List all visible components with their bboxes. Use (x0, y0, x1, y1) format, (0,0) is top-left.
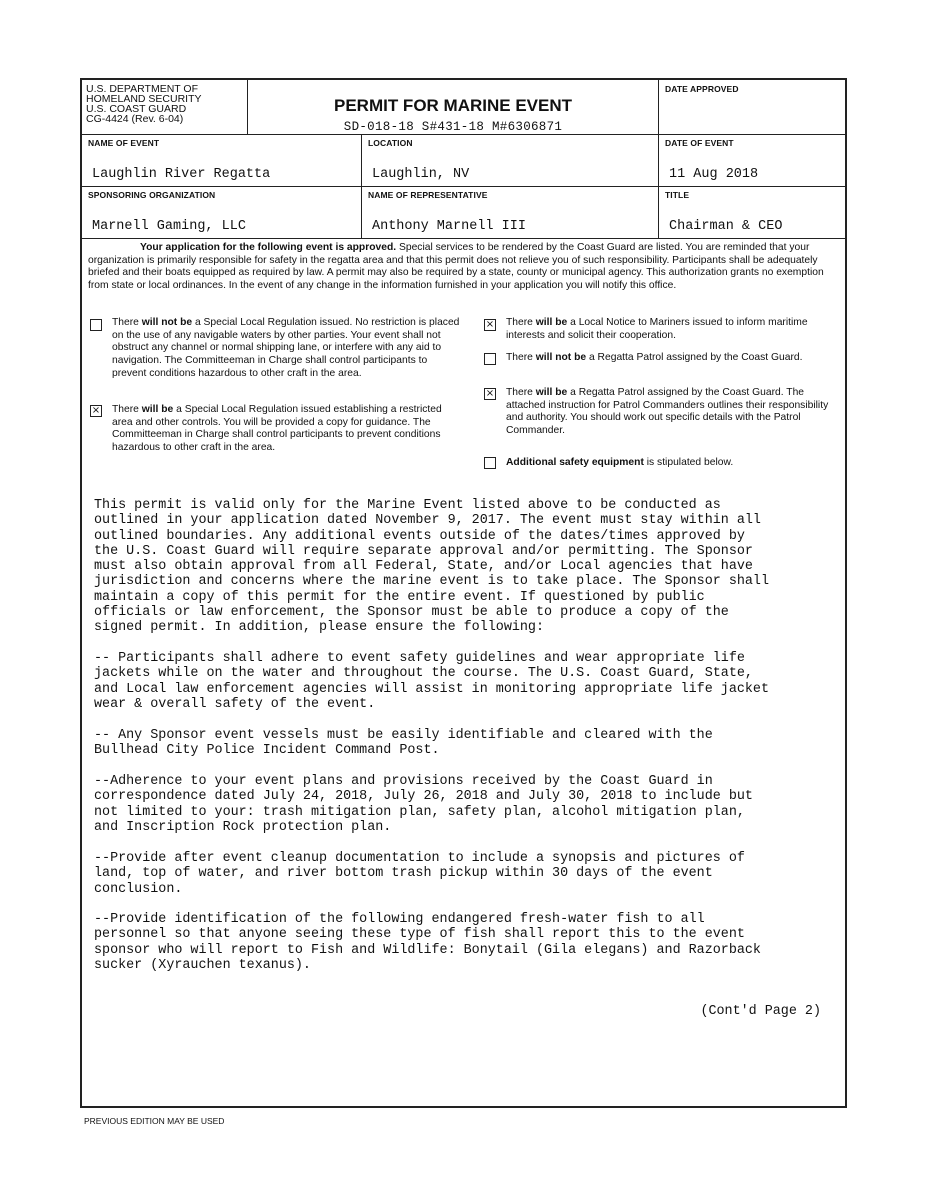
representative-label: NAME OF REPRESENTATIVE (368, 190, 488, 200)
permit-numbers: SD-018-18 S#431-18 M#6306871 (343, 120, 563, 134)
option-regatta-patrol: There will be a Regatta Patrol assigned by the Coast Guard. The attached instruction for Patrol Commanders outlines their responsibility and authority. You should work out specific details with the Patrol Commander. (506, 387, 829, 437)
option-local-notice: There will be a Local Notice to Mariners issued to inform maritime interests and solicit their cooperation. (506, 317, 808, 341)
option-special-regulation: There will be a Special Local Regulation issued establishing a restricted area and other controls. You will be provided a copy for guidance. The Committeeman in Charge shall control participants to prevent conditions hazardous to other craft in the area. (112, 404, 442, 454)
sponsor-row (82, 186, 845, 239)
name-of-event-value: Laughlin River Regatta (92, 167, 271, 182)
event-row (82, 134, 845, 187)
continued-page-note: (Cont'd Page 2) (700, 1004, 821, 1019)
title-cell (658, 186, 845, 238)
option-no-special-regulation: There will not be a Special Local Regulation issued. No restriction is placed on the use of any navigable waters by other parties. Your event shall not obstruct any channel or normal shipping lane, or interfere with any aid to navigation. The Committeeman in Charge shall control participants to prevent conditions hazardous to other craft in the area. (112, 317, 460, 379)
page-title: PERMIT FOR MARINE EVENT (333, 96, 572, 115)
date-of-event-label: DATE OF EVENT (665, 138, 734, 148)
permit-body-paragraph: --Adherence to your event plans and provisions received by the Coast Guard in correspondence dated July 24, 2018, July 26, 2018 and July 30, 2018 to include but not limited to your: trash mitigation plan, safety plan, alcohol mitigation plan, and Inscription Rock protection plan. (94, 774, 753, 835)
title-value: Chairman & CEO (669, 219, 783, 234)
sponsoring-org-value: Marnell Gaming, LLC (92, 219, 246, 234)
date-of-event-cell (658, 134, 845, 186)
permit-form (80, 78, 847, 1108)
representative-value: Anthony Marnell III (372, 219, 526, 234)
agency-line: U.S. DEPARTMENT OF (86, 83, 199, 95)
location-cell (361, 134, 658, 186)
checkbox-no-special-regulation[interactable] (90, 319, 102, 331)
checkbox-no-regatta-patrol[interactable] (484, 353, 496, 365)
approval-notice (88, 242, 839, 292)
header-row (82, 80, 845, 135)
agency-line: HOMELAND SECURITY (86, 93, 202, 105)
sponsoring-org-cell (82, 186, 361, 238)
approval-notice-bold: Your application for the following event is approved. (140, 242, 397, 253)
option-additional-safety: Additional safety equipment is stipulated below. (506, 457, 734, 468)
representative-cell (361, 186, 658, 238)
sponsoring-org-label: SPONSORING ORGANIZATION (88, 190, 216, 200)
permit-body-paragraph: --Provide after event cleanup documentation to include a synopsis and pictures of land, top of water, and river bottom trash pickup within 30 days of the event conclusion. (94, 851, 745, 897)
permit-body-paragraph: -- Any Sponsor event vessels must be easily identifiable and cleared with the Bullhead City Police Incident Command Post. (94, 728, 713, 759)
title-label: TITLE (665, 190, 690, 200)
location-value: Laughlin, NV (372, 167, 470, 182)
agency-block (82, 80, 247, 134)
checkbox-special-regulation[interactable]: × (91, 405, 101, 416)
checkbox-additional-safety[interactable] (484, 457, 496, 469)
permit-body-paragraph: -- Participants shall adhere to event safety guidelines and wear appropriate life jackets while on the water and throughout the course. The U.S. Coast Guard, State, and Local law enforcement agencies will assist in monitoring appropriate life jacket wear & overall safety of the event. (94, 651, 769, 712)
approval-notice-text: Special services to be rendered by the Coast Guard are listed. You are reminded that your organization is primarily responsible for safety in the regatta area and that this permit does not relieve you of such responsibility. Participants shall be adequately briefed and their boats equipped as required by law. A permit may also be required by a state, county or municipal agency. This authorization grants no exemption from state or local ordinances. In the event of any change in the information furnished in your application you will notify this office. (88, 242, 824, 291)
location-label: LOCATION (368, 138, 413, 148)
date-approved-block (658, 80, 845, 134)
form-number: CG-4424 (Rev. 6-04) (86, 113, 184, 125)
name-of-event-cell (82, 134, 361, 186)
option-no-regatta-patrol: There will not be a Regatta Patrol assigned by the Coast Guard. (506, 352, 803, 363)
permit-body-paragraph: This permit is valid only for the Marine Event listed above to be conducted as outlined in your application dated November 9, 2017. The event must stay within all outlined boundaries. Any additional events outside of the dates/times approved by the U.S. Coast Guard will require separate approval and/or permitting. The Sponsor must also obtain approval from all Federal, State, and/or Local agencies that have jurisdiction and concerns where the marine event is to take place. The Sponsor shall maintain a copy of this permit for the entire event. If questioned by public officials or law enforcement, the Sponsor must be able to produce a copy of the signed permit. In addition, please ensure the following: (94, 498, 769, 636)
permit-body-paragraph: --Provide identification of the following endangered fresh-water fish to all personnel so that anyone seeing these type of fish shall report this to the event sponsor who will report to Fish and Wildlife: Bonytail (Gila elegans) and Razorback sucker (Xyrauchen texanus). (94, 912, 761, 973)
name-of-event-label: NAME OF EVENT (88, 138, 160, 148)
checkbox-regatta-patrol[interactable]: × (485, 388, 495, 399)
date-approved-label: DATE APPROVED (665, 84, 739, 94)
date-of-event-value: 11 Aug 2018 (669, 167, 759, 182)
footer-note: PREVIOUS EDITION MAY BE USED (84, 1116, 225, 1126)
checkbox-local-notice[interactable]: × (485, 319, 495, 330)
agency-lines (86, 84, 202, 124)
agency-line: U.S. COAST GUARD (86, 103, 187, 115)
title-block (247, 80, 658, 134)
